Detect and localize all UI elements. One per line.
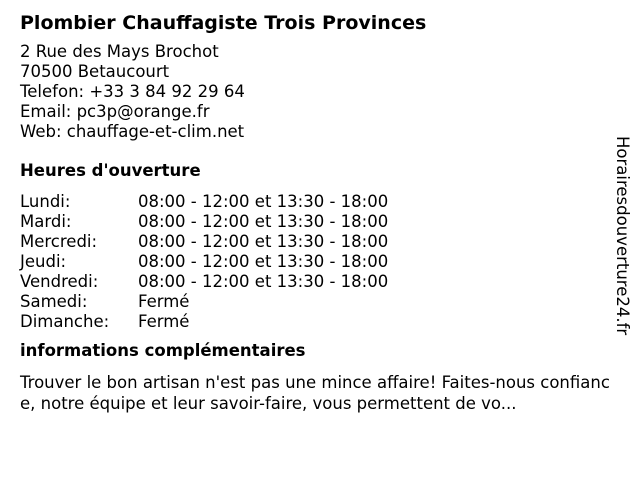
hours-row-friday <box>20 272 610 292</box>
site-brand-watermark: Horairesdouverture24.fr <box>613 136 632 336</box>
info-paragraph: Trouver le bon artisan n'est pas une mince affaire! Faites-nous confiance, notre équipe et leur savoir-faire, vous permettent de vo... <box>20 373 610 413</box>
day-label: Mercredi: <box>20 232 98 251</box>
web-line: Web: chauffage-et-clim.net <box>20 122 245 141</box>
hours-row-thursday <box>20 252 610 272</box>
address-line-1: 2 Rue des Mays Brochot <box>20 42 219 61</box>
day-hours: 08:00 - 12:00 et 13:30 - 18:00 <box>138 232 389 251</box>
info-heading: informations complémentaires <box>20 341 306 360</box>
hours-row-wednesday <box>20 232 610 252</box>
day-label: Mardi: <box>20 212 72 231</box>
email-line: Email: pc3p@orange.fr <box>20 102 210 121</box>
hours-row-saturday <box>20 292 610 312</box>
day-label: Lundi: <box>20 192 71 211</box>
hours-heading: Heures d'ouverture <box>20 161 201 180</box>
day-label: Vendredi: <box>20 272 99 291</box>
day-label: Jeudi: <box>20 252 67 271</box>
day-hours: Fermé <box>138 292 190 311</box>
day-hours: 08:00 - 12:00 et 13:30 - 18:00 <box>138 272 389 291</box>
phone-line: Telefon: +33 3 84 92 29 64 <box>20 82 245 101</box>
day-hours: 08:00 - 12:00 et 13:30 - 18:00 <box>138 212 389 231</box>
address-line-2: 70500 Betaucourt <box>20 62 170 81</box>
hours-row-monday <box>20 192 610 212</box>
day-label: Dimanche: <box>20 312 110 331</box>
day-label: Samedi: <box>20 292 88 311</box>
hours-row-tuesday <box>20 212 610 232</box>
day-hours: 08:00 - 12:00 et 13:30 - 18:00 <box>138 192 389 211</box>
day-hours: Fermé <box>138 312 190 331</box>
opening-hours-table <box>20 192 610 332</box>
day-hours: 08:00 - 12:00 et 13:30 - 18:00 <box>138 252 389 271</box>
business-card <box>20 10 610 414</box>
hours-row-sunday <box>20 312 610 332</box>
business-name: Plombier Chauffagiste Trois Provinces <box>20 12 427 34</box>
